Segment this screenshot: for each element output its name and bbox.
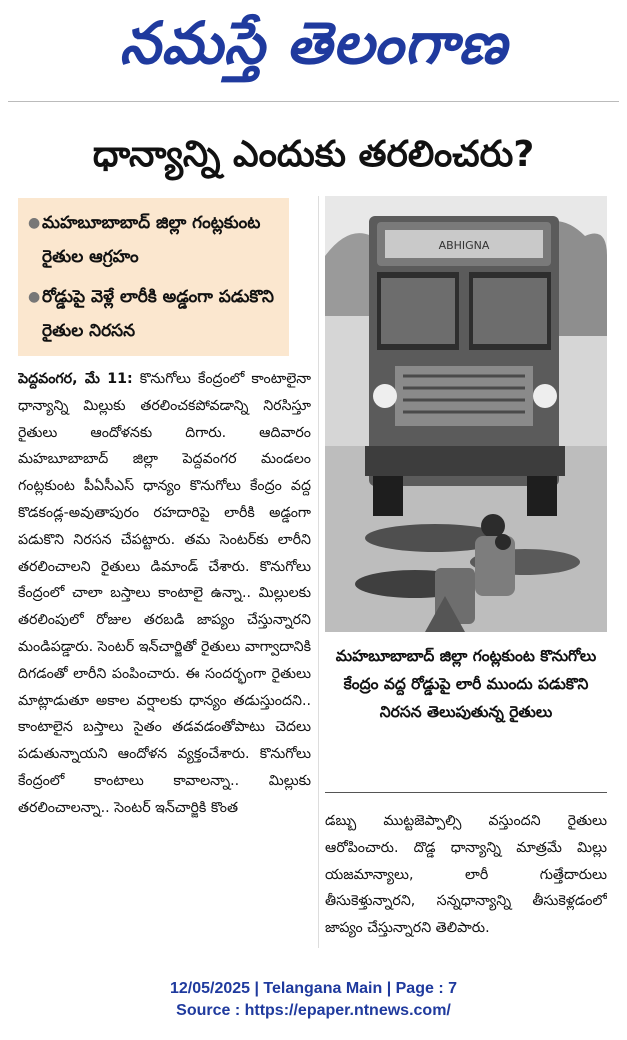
highlight-item [28,206,283,274]
edition-line: 12/05/2025 | Telangana Main | Page : 7 [169,980,457,997]
highlight-item [28,280,283,348]
bullet-icon: ● [28,215,41,231]
article-body-right: డబ్బు ముట్టజెప్పాల్సి వస్తుందని రైతులు ఆరోపించారు. దొడ్డ ధాన్యాన్ని మాత్రమే మిల్లు యజమాన్యాలు, లారీ గుత్తేదారులు తీసుకెళ్తున్నారని, సన్నధాన్యాన్ని తీసుకెళ్లడంలో జాప్యం చేస్తున్నారని తెలిపారు. [325,813,607,937]
highlight-text: రోడ్డుపై వెళ్లే లారీకి అడ్డంగా పడుకొని రైతుల నిరసన [42,287,274,341]
photo-caption: మహబూబాబాద్ జిల్లా గంట్లకుంట కొనుగోలు కేంద్రం వద్ద రోడ్డుపై లారీ ముందు పడుకొని నిరసన తెలుపుతున్న రైతులు [335,647,597,721]
masthead [0,4,627,82]
masthead-logo: నమస్తే తెలంగాణ [119,9,508,77]
page-footer [0,978,627,1022]
truck-board-text: ABHIGNA [438,239,490,252]
article-body-left [18,366,311,948]
article-headline: ధాన్యాన్ని ఎందుకు తరలించరు? [92,134,535,175]
masthead-divider [8,101,619,102]
source-line: Source : https://epaper.ntnews.com/ [176,1002,451,1019]
body-text-left: కొనుగోలు కేంద్రంలో కాంటాలైనా ధాన్యాన్ని మిల్లుకు తరలించకపోవడాన్ని నిరసిస్తూ రైతులు ఆందోళనకు దిగారు. ఆదివారం మహబూబాబాద్ జిల్లా పెద్దవంగర మండలం గంట్లకుంట పీఏసీఎస్ ధాన్యం కొనుగోలు కేంద్రం వద్ద కొడకండ్ల-అవుతాపురం రహదారిపై లారీకి అడ్డంగా పడుకొని నిరసన చేపట్టారు. తమ సెంటర్‌కు లారీని తరలించాలని రైతులు డిమాండ్ చేశారు. కొనుగోలు కేంద్రంలో చాలా బస్తాలు కాంటాలై ఉన్నా.. మిల్లులకు తరలింపులో రోజుల తరబడి జాప్యం చేస్తున్నారని మండిపడ్డారు. సెంటర్ ఇన్‌చార్జితో రైతులు వాగ్వాదానికి దిగడంతో లారీని పంపించారు. ఈ సందర్భంగా రైతులు మాట్లాడుతూ అకాల వర్షాలకు ధాన్యం తడుస్తుందని.. కాంటాలైన బస్తాలు సైతం తడవడంతోపాటు చెదలు పడుతున్నాయని ఆందోళన వ్యక్తంచేశారు. కొనుగోలు కేంద్రంలో కాంటాలు కావాలన్నా.. మిల్లుకు తరలించాలన్నా.. సెంటర్ ఇన్‌చార్జికి కొంత [18,371,311,816]
truck-protest-illustration [325,196,607,632]
article-photo [325,196,607,632]
column-divider [318,196,319,948]
caption-divider [325,792,607,793]
highlights-box [18,198,289,356]
highlight-text: మహబూబాబాద్ జిల్లా గంట్లకుంట రైతుల ఆగ్రహం [42,213,261,267]
dateline: పెద్దవంగర, మే 11: [18,371,133,387]
bullet-icon: ● [28,289,41,305]
